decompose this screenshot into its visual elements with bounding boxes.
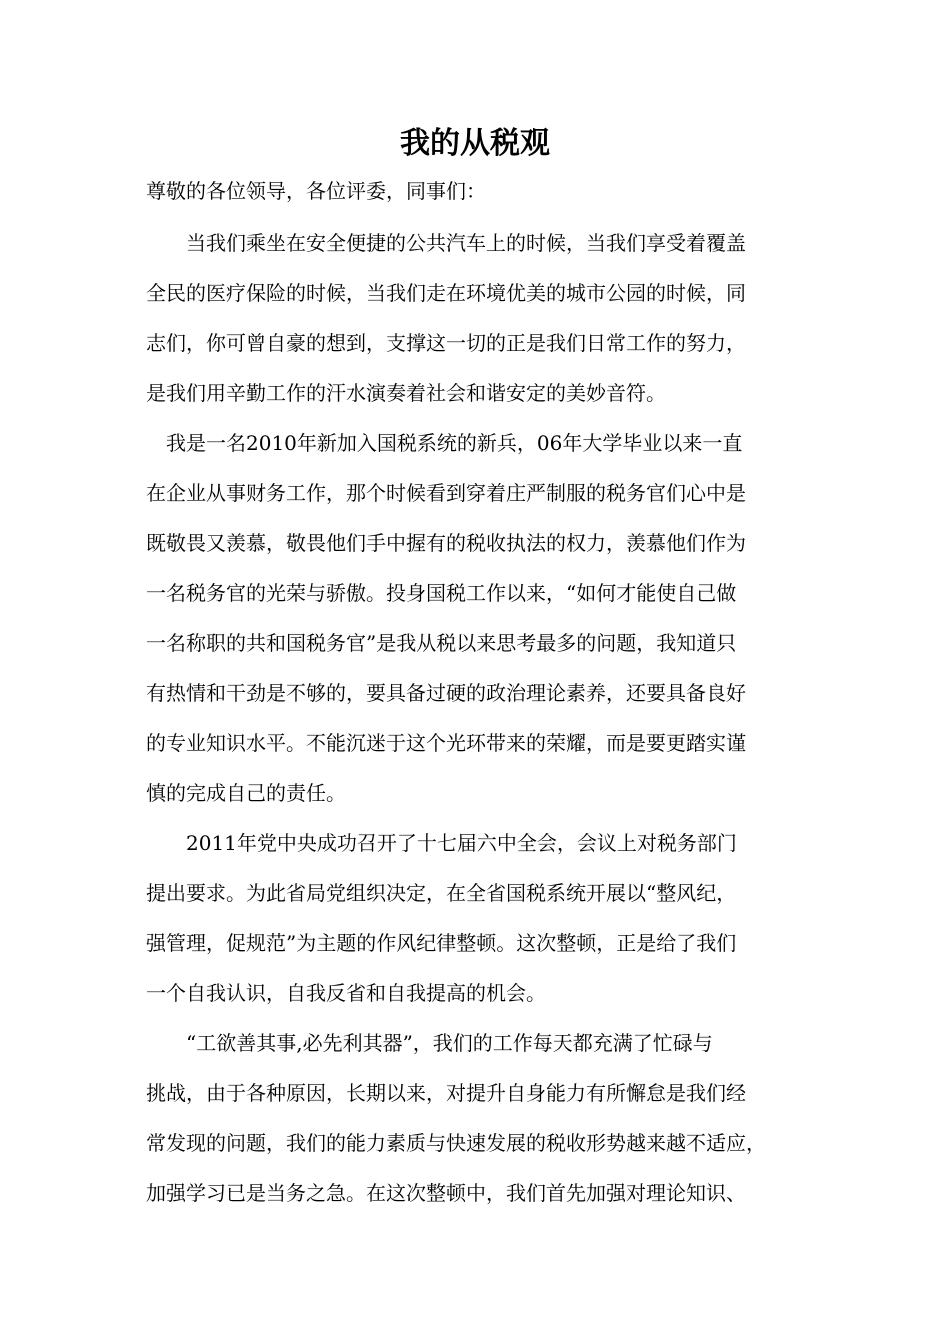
body-line: 常发现的问题，我们的能力素质与快速发展的税收形势越来越不适应，: [146, 1131, 766, 1155]
body-line: 2011年党中央成功召开了十七届六中全会，会议上对税务部门: [146, 831, 737, 855]
body-line: 是我们用辛勤工作的汗水演奏着社会和谐安定的美妙音符。: [146, 381, 666, 405]
body-line: 强管理，促规范”为主题的作风纪律整顿。这次整顿，正是给了我们: [146, 931, 737, 955]
body-line: 有热情和干劲是不够的，要具备过硬的政治理论素养，还要具备良好: [146, 681, 746, 705]
body-line: 在企业从事财务工作，那个时候看到穿着庄严制服的税务官们心中是: [146, 481, 746, 505]
body-line: 志们，你可曾自豪的想到，支撑这一切的正是我们日常工作的努力，: [146, 331, 746, 355]
body-line: 既敬畏又羡慕，敬畏他们手中握有的税收执法的权力，羡慕他们作为: [146, 531, 746, 555]
body-line: 一名税务官的光荣与骄傲。投身国税工作以来，“如何才能使自己做: [146, 581, 737, 605]
body-line: “工欲善其事,必先利其器”，我们的工作每天都充满了忙碌与: [146, 1031, 713, 1055]
body-line: 我是一名2010年新加入国税系统的新兵，06年大学毕业以来一直: [146, 431, 743, 455]
body-line: 挑战，由于各种原因，长期以来，对提升自身能力有所懈怠是我们经: [146, 1081, 746, 1105]
body-line: 提出要求。为此省局党组织决定，在全省国税系统开展以“整风纪，: [146, 881, 737, 905]
salutation-line: 尊敬的各位领导，各位评委，同事们：: [146, 179, 486, 203]
body-line: 加强学习已是当务之急。在这次整顿中，我们首先加强对理论知识、: [146, 1181, 746, 1205]
body-line: 的专业知识水平。不能沉迷于这个光环带来的荣耀，而是要更踏实谨: [146, 731, 746, 755]
body-line: 慎的完成自己的责任。: [146, 781, 346, 805]
body-line: 一个自我认识，自我反省和自我提高的机会。: [146, 981, 546, 1005]
body-line: 全民的医疗保险的时候，当我们走在环境优美的城市公园的时候，同: [146, 281, 746, 305]
document-title: 我的从税观: [400, 126, 550, 161]
body-line: 当我们乘坐在安全便捷的公共汽车上的时候，当我们享受着覆盖: [146, 231, 746, 255]
body-line: 一名称职的共和国税务官”是我从税以来思考最多的问题，我知道只: [146, 631, 737, 655]
